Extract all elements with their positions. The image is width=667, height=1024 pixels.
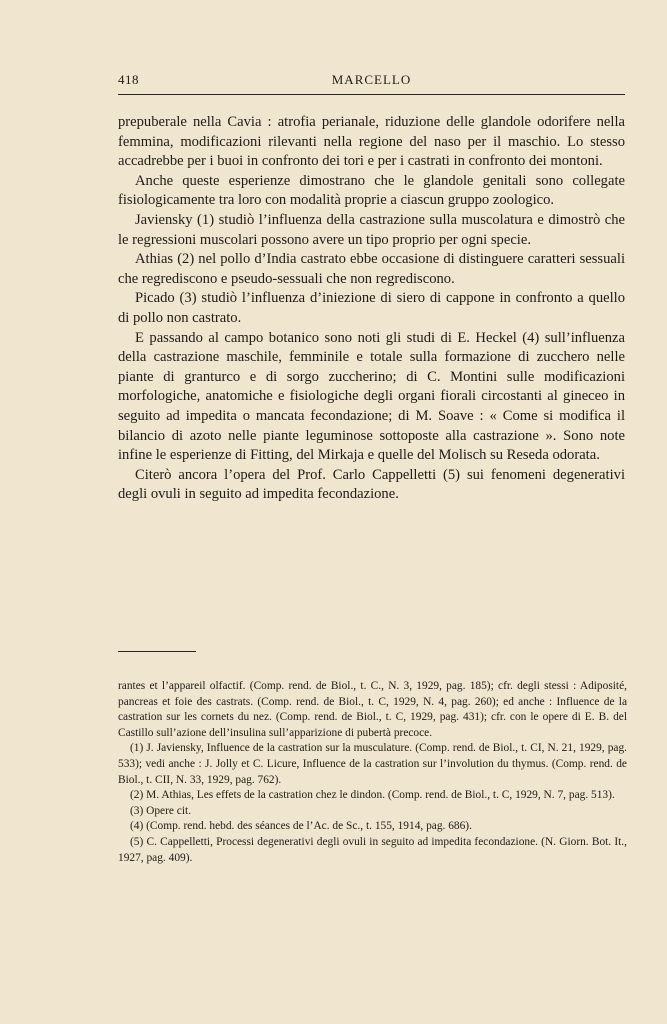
page-number: 418 [118,72,139,87]
footnote-5: (5) C. Cappelletti, Processi degenerativi degli ovuli in seguito ad impedita fecondazione. (N. Giorn. Bot. It., 1927, pag. 409). [118,835,627,864]
footnote-4: (4) (Comp. rend. hebd. des séances de l’Ac. de Sc., t. 155, 1914, pag. 686). [130,820,472,833]
footnote-continuation: rantes et l’appareil olfactif. (Comp. rend. de Biol., t. C., N. 3, 1929, pag. 185); cfr. degli stessi : Adiposité, pancreas et foie des castrats. (Comp. rend. de Biol., t. C, 1929, N. 4, pag. 260); ed anche : Influence de la castration sur les cornets du nez. (Comp. rend. de Biol., t. C, 1929, pag. 431); cfr. con le opere di E. B. del Castillo sull’azione dell’insulina sull’apparizione di pubertà precoce. [118,680,627,739]
footnote-3: (3) Opere cit. [130,804,192,817]
body-text [118,113,625,505]
footnote-rule [118,651,196,652]
footnote-2: (2) M. Athias, Les effets de la castration chez le dindon. (Comp. rend. de Biol., t. C, 1929, N. 7, pag. 513). [130,789,615,802]
paragraph-1: prepuberale nella Cavia : atrofia perianale, riduzione delle glandole odorifere nella femmina, modificazioni rilevanti nella regione del naso per il maschio. Lo stesso accadrebbe per i buoi in confronto dei tori e per i castrati in confronto dei montoni. [118,114,625,170]
running-head: MARCELLO [331,72,412,87]
paragraph-7: Citerò ancora l’opera del Prof. Carlo Cappelletti (5) sui fenomeni degenerativi degli ovuli in seguito ad impedita fecondazione. [118,466,625,503]
paragraph-5: Picado (3) studiò l’influenza d’iniezione di siero di cappone in confronto a quello di pollo non castrato. [118,290,625,326]
paragraph-4: Athias (2) nel pollo d’India castrato ebbe occasione di distinguere caratteri sessuali che regrediscono e pseudo-sessuali che non regrediscono. [118,251,625,287]
paragraph-2: Anche queste esperienze dimostrano che le glandole genitali sono collegate fisiologicamente tra loro con modalità proprie a ciascun gruppo zoologico. [118,172,625,209]
footnote-1: (1) J. Javiensky, Influence de la castration sur la musculature. (Comp. rend. de Biol., t. CI, N. 21, 1929, pag. 533); vedi anche : J. Jolly et C. Licure, Influence de la castration sur l’involution du thymus. (Comp. rend. de Biol., t. CII, N. 33, 1929, pag. 762). [118,742,627,786]
paragraph-3: Javiensky (1) studiò l’influenza della castrazione sulla muscolatura e dimostrò che le regressioni muscolari possono avere un tipo proprio per ogni specie. [118,211,625,248]
page-header [118,72,625,95]
paragraph-6: E passando al campo botanico sono noti gli studi di E. Heckel (4) sull’influenza della castrazione maschile, femminile e totale sulla formazione di zucchero nelle piante di granturco e di sorgo zuccherino; di C. Montini sulle modificazioni morfologiche, anatomiche e fisiologiche degli organi fiorali circostanti al gineceo in seguito ad impedita o mancata fecondazione; di M. Soave : « Come si modifica il bilancio di azoto nelle piante leguminose sottoposte alla castrazione ». Sono note infine le esperienze di Fitting, del Mirkaja e quelle del Molisch su Reseda odorata. [118,329,625,464]
footnotes [118,679,627,866]
